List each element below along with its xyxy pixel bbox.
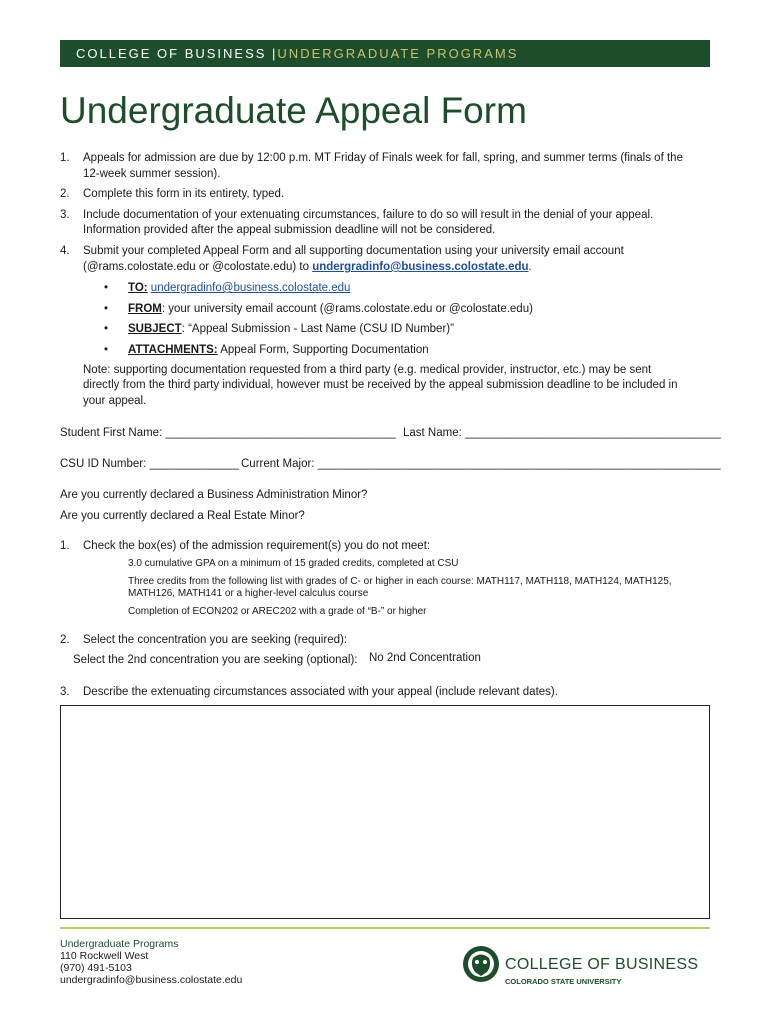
bullet-from [128, 301, 533, 317]
item-number: 2. [60, 634, 70, 646]
instruction-4-line-1: Submit your completed Appeal Form and all supporting documentation using your university email account [83, 245, 624, 257]
requirements-label: Check the box(es) of the admission requirement(s) you do not meet: [83, 540, 431, 552]
ram-logo-icon [462, 945, 502, 985]
requirement-math-line-1[interactable]: Three credits from the following list with grades of C- or higher in each course: MATH117, MATH118, MATH124, MATH125, [128, 576, 672, 587]
instruction-3-line-2: Information provided after the appeal submission deadline will not be considered. [83, 224, 496, 236]
current-major-field[interactable]: Current Major: _______________________________________________________________ [241, 458, 721, 470]
item-number: 4. [60, 245, 70, 257]
item-number: 1. [60, 540, 70, 552]
banner-college: COLLEGE OF BUSINESS | [76, 46, 278, 61]
circumstances-label: Describe the extenuating circumstances associated with your appeal (include relevant dates). [83, 686, 558, 698]
footer-email[interactable]: undergradinfo@business.colostate.edu [60, 974, 243, 986]
logo-university: COLORADO STATE UNIVERSITY [505, 977, 622, 986]
circumstances-textarea[interactable] [60, 705, 710, 919]
to-email-link[interactable]: undergradinfo@business.colostate.edu [150, 282, 351, 294]
first-name-field[interactable]: Student First Name: ____________________________________ [60, 427, 396, 439]
instruction-2: Complete this form in its entirety, typed. [83, 188, 285, 200]
subject-label: SUBJECT [128, 323, 182, 335]
instruction-4-prefix: (@rams.colostate.edu or @colostate.edu) to [83, 261, 313, 273]
footer-divider [60, 927, 710, 929]
footer-phone: (970) 491-5103 [60, 962, 132, 974]
bullet-to [128, 280, 350, 296]
footer-contact [60, 938, 242, 986]
business-minor-question: Are you currently declared a Business Administration Minor? [60, 489, 368, 501]
page-title: Undergraduate Appeal Form [60, 90, 527, 131]
item-number: 3. [60, 209, 70, 221]
requirement-gpa[interactable]: 3.0 cumulative GPA on a minimum of 15 graded credits, completed at CSU [128, 558, 459, 569]
item-number: 1. [60, 152, 70, 164]
instruction-1-line-1: Appeals for admission are due by 12:00 p.m. MT Friday of Finals week for fall, spring, and summer terms (finals of the [83, 152, 683, 164]
bullet-icon: • [104, 303, 109, 315]
instruction-1-line-2: 12-week summer session). [83, 168, 221, 180]
instruction-3-line-1: Include documentation of your extenuating circumstances, failure to do so will result in the denial of your appeal. [83, 209, 654, 221]
bullet-subject [128, 321, 454, 337]
second-concentration-select[interactable]: No 2nd Concentration [369, 652, 481, 664]
attachments-value: Appeal Form, Supporting Documentation [217, 344, 429, 356]
banner-programs: UNDERGRADUATE PROGRAMS [277, 46, 519, 61]
note-line-1: Note: supporting documentation requested from a third party (e.g. medical provider, instructor, etc.) may be sent [83, 364, 652, 376]
item-number: 2. [60, 188, 70, 200]
from-label: FROM [128, 303, 162, 315]
note-line-2: directly from the third party individual, however must be received by the appeal submission deadline to be included in [83, 379, 678, 391]
requirement-econ[interactable]: Completion of ECON202 or AREC202 with a grade of “B-” or higher [128, 606, 427, 617]
footer-address: 110 Rockwell West [60, 950, 149, 962]
footer-office: Undergraduate Programs [60, 938, 179, 950]
header-banner [60, 40, 710, 67]
subject-value: : “Appeal Submission - Last Name (CSU ID Number)” [181, 323, 454, 335]
to-label: TO: [128, 282, 148, 294]
bullet-attachments [128, 342, 429, 358]
concentration-label: Select the concentration you are seeking (required): [83, 634, 348, 646]
attachments-label: ATTACHMENTS: [128, 344, 218, 356]
instruction-4-line-2 [83, 259, 698, 275]
requirement-math-line-2: MATH126, MATH141 or a higher-level calculus course [128, 588, 369, 599]
logo-wordmark: COLLEGE OF BUSINESS [505, 956, 699, 973]
last-name-field[interactable]: Last Name: ________________________________________ [403, 427, 721, 439]
bullet-icon: • [104, 344, 109, 356]
item-number: 3. [60, 686, 70, 698]
note-line-3: your appeal. [83, 395, 147, 407]
from-value: : your university email account (@rams.colostate.edu or @colostate.edu) [161, 303, 533, 315]
submission-email-link[interactable]: undergradinfo@business.colostate.edu [312, 261, 529, 273]
bullet-icon: • [104, 282, 109, 294]
second-concentration-label: Select the 2nd concentration you are seeking (optional): [73, 654, 358, 666]
bullet-icon: • [104, 323, 109, 335]
real-estate-minor-question: Are you currently declared a Real Estate Minor? [60, 510, 305, 522]
csu-id-field[interactable]: CSU ID Number: ______________ [60, 458, 240, 470]
instruction-4-suffix: . [528, 261, 532, 273]
